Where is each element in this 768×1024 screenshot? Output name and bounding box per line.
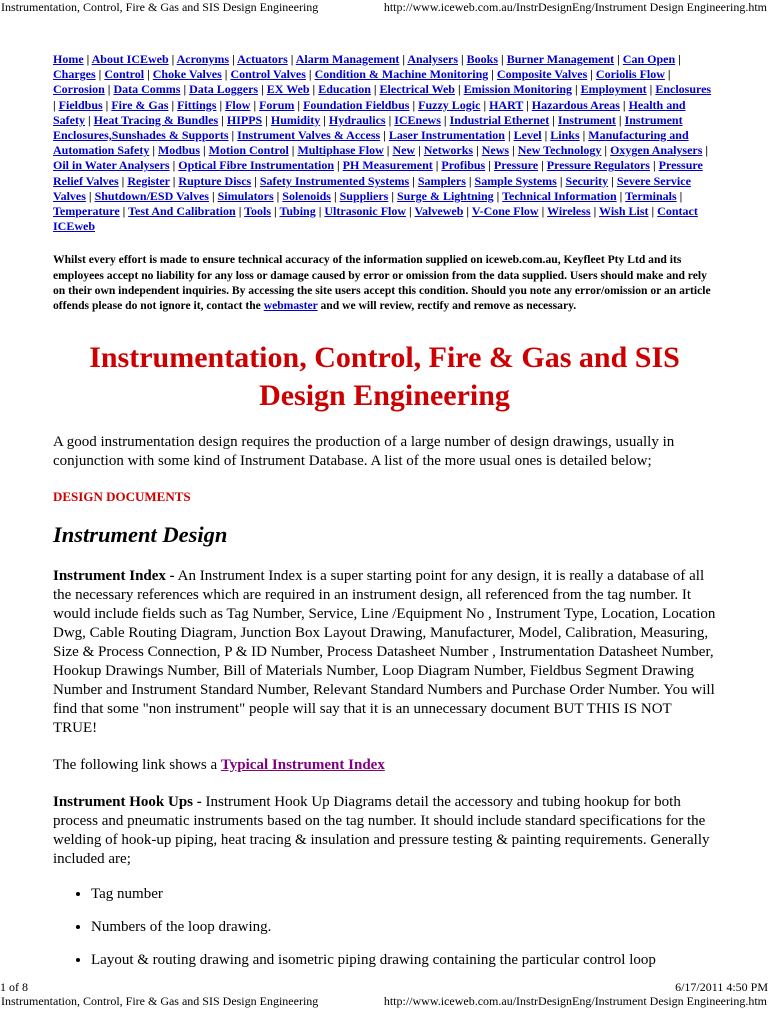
nav-link[interactable]: Oil in Water Analysers xyxy=(53,158,170,173)
nav-separator: | xyxy=(334,158,343,173)
print-footer xyxy=(0,994,768,1008)
nav-link[interactable]: Can Open xyxy=(622,52,676,66)
nav-separator: | xyxy=(409,97,419,112)
disclaimer xyxy=(53,252,716,313)
hookup-paragraph xyxy=(53,793,716,869)
nav-separator: | xyxy=(590,204,600,219)
nav-separator: | xyxy=(493,188,503,203)
nav-link[interactable]: Health and Safety xyxy=(53,97,686,127)
nav-link[interactable]: Tools xyxy=(244,204,272,219)
nav-link[interactable]: Sample Systems xyxy=(474,173,557,188)
instrument-index-paragraph xyxy=(53,567,716,738)
nav-separator: | xyxy=(587,67,596,82)
nav-separator: | xyxy=(675,52,681,66)
nav-separator: | xyxy=(572,82,581,97)
nav-link[interactable]: News xyxy=(481,143,510,158)
nav-separator: | xyxy=(463,204,472,219)
nav-separator: | xyxy=(454,82,464,97)
nav-link[interactable]: Fire & Gas xyxy=(111,97,169,112)
nav-separator: | xyxy=(85,112,94,127)
page-content xyxy=(53,52,716,984)
nav-link[interactable]: Security xyxy=(565,173,609,188)
nav-link[interactable]: New Technology xyxy=(517,143,602,158)
nav-separator: | xyxy=(473,143,482,158)
nav-link[interactable]: Instrument Valves & Access xyxy=(237,128,381,143)
nav-link[interactable]: Corrosion xyxy=(53,82,105,97)
nav-separator: | xyxy=(330,188,340,203)
nav-link[interactable]: Links xyxy=(550,128,580,143)
nav-separator: | xyxy=(440,112,450,127)
nav-link[interactable]: Wish List xyxy=(599,204,649,219)
nav-link[interactable]: Fittings xyxy=(177,97,217,112)
intro-paragraph: A good instrumentation design requires the production of a large number of design drawings, usually in conjunction with some kind of Instrument Database. A list of the more usual ones is detailed below; xyxy=(53,434,675,470)
nav-separator: | xyxy=(251,173,260,188)
nav-link[interactable]: Networks xyxy=(423,143,474,158)
nav-link[interactable]: Burner Management xyxy=(506,52,615,66)
nav-link[interactable]: Fuzzy Logic xyxy=(418,97,481,112)
instrument-index-text: An Instrument Index is a super starting point for any design, it is really a database of all the necessary references which are required in an instrument design, all referenced from the tag number. It would include fields such as Tag Number, Service, Line /Equipment No , Instrument Type, Location, Location Dwg, Cable Routing Diagram, Junction Box Layout Drawing, Manufacturer, Model, Calibration, Measuring, Size & Process Connection, P & ID Number, Process Datasheet Number , Instrumentation Datasheet Number, Hookup Drawings Number, Bill of Materials Number, Loop Diagram Number, Fieldbus Segment Drawing Number and Instrument Standard Number, Relevant Standard Numbers and Purchase Order Number. You will find that some "non instrument" people will say that it is an unnecessary document BUT THIS IS NOT TRUE! xyxy=(53,568,716,737)
nav-link[interactable]: EX Web xyxy=(266,82,310,97)
hookup-text: Instrument Hook Up Diagrams detail the accessory and tubing hookup for both process and pneumatic instruments based on the tag number. It should include standard specifications for the welding of hook-up piping, heat tracing & insulation and pressure testing & painting requirements. Generally included are; xyxy=(53,794,710,868)
typical-instrument-index-link[interactable]: Typical Instrument Index xyxy=(220,757,385,774)
nav-link[interactable]: Instrument Enclosures,Sunshades & Supports xyxy=(53,112,683,143)
nav-separator: | xyxy=(458,52,467,66)
nav-separator: | xyxy=(305,67,315,82)
nav-link[interactable]: Terminals xyxy=(625,188,677,203)
nav-link[interactable]: Coriolis Flow xyxy=(595,67,665,82)
page-number: 1 of 8 xyxy=(0,980,28,994)
nav-link[interactable]: Technical Information xyxy=(502,188,617,203)
nav-separator: | xyxy=(648,204,658,219)
nav-separator: | xyxy=(229,52,238,66)
nav-link[interactable]: HART xyxy=(489,97,524,112)
print-footer-page xyxy=(0,980,768,994)
nav-link[interactable]: About ICEweb xyxy=(91,52,169,66)
nav-separator: | xyxy=(288,143,298,158)
nav-link[interactable]: Hazardous Areas xyxy=(531,97,620,112)
nav-separator: | xyxy=(614,52,623,66)
list-item: • Numbers of the loop drawing. xyxy=(91,918,716,937)
nav-separator: | xyxy=(556,173,566,188)
nav-link[interactable]: Valveweb xyxy=(414,204,464,219)
nav-link[interactable]: Enclosures xyxy=(655,82,712,97)
nav-separator: | xyxy=(309,82,319,97)
nav-separator: | xyxy=(262,112,271,127)
nav-separator: | xyxy=(541,128,551,143)
nav-link[interactable]: Education xyxy=(318,82,371,97)
nav-link[interactable]: Register xyxy=(127,173,170,188)
nav-link[interactable]: HIPPS xyxy=(226,112,263,127)
nav-link[interactable]: Choke Valves xyxy=(152,67,222,82)
hookup-label: Instrument Hook Ups - xyxy=(53,794,202,811)
nav-separator: | xyxy=(216,97,226,112)
nav-link[interactable]: Surge & Lightning xyxy=(396,188,494,203)
nav-link[interactable]: Contact ICEweb xyxy=(53,204,698,234)
nav-link[interactable]: Employment xyxy=(580,82,647,97)
nav-link[interactable]: Simulators xyxy=(217,188,274,203)
nav-link[interactable]: Instrument xyxy=(557,112,616,127)
nav-link[interactable]: Pressure Relief Valves xyxy=(53,158,703,188)
nav-link[interactable]: ICEnews xyxy=(394,112,441,127)
section-heading: Instrument Design xyxy=(53,522,228,548)
nav-separator: | xyxy=(601,143,611,158)
nav-link[interactable]: Industrial Ethernet xyxy=(449,112,550,127)
nav-link[interactable]: Solenoids xyxy=(282,188,331,203)
instrument-index-label: Instrument Index - xyxy=(53,568,175,585)
section-label: DESIGN DOCUMENTS xyxy=(53,489,191,505)
nav-separator: | xyxy=(702,143,709,158)
nav-separator: | xyxy=(498,52,507,66)
nav-separator: | xyxy=(287,52,296,66)
typical-index-paragraph xyxy=(53,756,716,775)
nav-separator: | xyxy=(538,204,548,219)
nav-link[interactable]: Actuators xyxy=(237,52,288,66)
nav-separator: | xyxy=(383,143,393,158)
nav-link[interactable]: Oxygen Analysers xyxy=(610,143,703,158)
nav-link[interactable]: Analysers xyxy=(407,52,459,66)
nav-separator: | xyxy=(406,204,415,219)
nav-link[interactable]: Suppliers xyxy=(339,188,389,203)
nav-link[interactable]: New xyxy=(392,143,416,158)
nav-link[interactable]: Optical Fibre Instrumentation xyxy=(178,158,335,173)
disclaimer-text: Whilst every effort is made to ensure technical accuracy of the information supplied on iceweb.com.au, Keyfleet Pty Ltd and its employees accept no liability for any loss or damage caused by error or omission from the data supplied. Users should make and rely on their own independent inquiries. By accessing the site users accept this condition. Should you note any error/omission or an article offends please do not ignore it, contact the xyxy=(53,253,711,313)
nav-separator: | xyxy=(504,128,514,143)
nav-separator: | xyxy=(615,112,625,127)
print-header xyxy=(0,0,768,14)
nav-link[interactable]: Data Comms xyxy=(113,82,181,97)
nav-separator: | xyxy=(144,67,153,82)
nav-link[interactable]: Modbus xyxy=(157,143,201,158)
nav-link[interactable]: Tubing xyxy=(279,204,316,219)
nav-separator: | xyxy=(294,97,304,112)
nav-link[interactable]: Charges xyxy=(53,67,96,82)
nav-link[interactable]: Manufacturing and Automation Safety xyxy=(53,128,689,158)
nav-link[interactable]: PH Measurement xyxy=(342,158,433,173)
nav-separator: | xyxy=(646,82,656,97)
nav-separator: | xyxy=(235,204,245,219)
nav-link[interactable]: Data Loggers xyxy=(189,82,259,97)
nav-separator: | xyxy=(465,173,475,188)
nav-link[interactable]: Foundation Fieldbus xyxy=(303,97,410,112)
nav-separator: | xyxy=(388,188,397,203)
nav-separator: | xyxy=(168,97,178,112)
nav-link[interactable]: Fieldbus xyxy=(58,97,103,112)
nav-separator: | xyxy=(523,97,532,112)
nav-link[interactable]: Ultrasonic Flow xyxy=(324,204,407,219)
nav-separator: | xyxy=(480,97,490,112)
nav-link[interactable]: Laser Instrumentation xyxy=(388,128,505,143)
nav-separator: | xyxy=(370,82,380,97)
nav-separator: | xyxy=(380,128,389,143)
nav-separator: | xyxy=(168,52,177,66)
nav-separator: | xyxy=(385,112,395,127)
nav-separator: | xyxy=(320,112,329,127)
nav-link[interactable]: Multiphase Flow xyxy=(297,143,384,158)
page-title: Instrumentation, Control, Fire & Gas and SIS Design Engineering xyxy=(89,341,680,413)
nav-separator: | xyxy=(119,204,129,219)
nav-link[interactable]: Condition & Machine Monitoring xyxy=(314,67,489,82)
nav-link[interactable]: V-Cone Flow xyxy=(471,204,539,219)
nav-separator: | xyxy=(485,158,494,173)
nav-separator: | xyxy=(208,188,218,203)
webmaster-link[interactable]: webmaster xyxy=(263,299,318,313)
nav-separator: | xyxy=(676,188,683,203)
nav-separator: | xyxy=(649,158,659,173)
header-title: Instrumentation, Control, Fire & Gas and SIS Design Engineering xyxy=(1,0,319,14)
nav-separator: | xyxy=(488,67,497,82)
nav-separator: | xyxy=(271,204,280,219)
typical-index-text: The following link shows a xyxy=(53,757,221,774)
nav-link[interactable]: Pressure Regulators xyxy=(546,158,650,173)
nav-link[interactable]: Alarm Management xyxy=(295,52,400,66)
nav-separator: | xyxy=(538,158,547,173)
nav-separator: | xyxy=(83,52,92,66)
nav-separator: | xyxy=(619,97,629,112)
header-url: http://www.iceweb.com.au/InstrDesignEng/Instrument Design Engineering.htm xyxy=(383,0,767,14)
nav-separator: | xyxy=(180,82,190,97)
nav-separator: | xyxy=(53,97,59,112)
nav-link[interactable]: Hydraulics xyxy=(328,112,386,127)
nav-link[interactable]: Level xyxy=(513,128,542,143)
nav-separator: | xyxy=(200,143,209,158)
nav-separator: | xyxy=(95,67,105,82)
nav-links xyxy=(53,52,716,234)
nav-separator: | xyxy=(221,67,231,82)
nav-link[interactable]: Heat Tracing & Bundles xyxy=(93,112,219,127)
nav-separator: | xyxy=(258,82,267,97)
nav-separator: | xyxy=(169,173,179,188)
nav-separator: | xyxy=(118,173,128,188)
nav-separator: | xyxy=(250,97,260,112)
nav-link[interactable]: Control Valves xyxy=(230,67,306,82)
list-item: • Tag number xyxy=(91,885,716,904)
nav-separator: | xyxy=(315,204,325,219)
nav-link[interactable]: Control xyxy=(104,67,145,82)
nav-link[interactable]: Safety Instrumented Systems xyxy=(259,173,410,188)
nav-separator: | xyxy=(273,188,283,203)
nav-link[interactable]: Home xyxy=(53,52,84,66)
nav-separator: | xyxy=(549,112,558,127)
nav-link[interactable]: Books xyxy=(466,52,499,66)
footer-title: Instrumentation, Control, Fire & Gas and SIS Design Engineering xyxy=(1,994,319,1008)
nav-link[interactable]: Shutdown/ESD Valves xyxy=(94,188,209,203)
nav-link[interactable]: Composite Valves xyxy=(496,67,588,82)
nav-separator: | xyxy=(218,112,227,127)
nav-link[interactable]: Profibus xyxy=(441,158,486,173)
nav-separator: | xyxy=(85,188,95,203)
nav-separator: | xyxy=(228,128,238,143)
nav-link[interactable]: Temperature xyxy=(53,204,120,219)
footer-url: http://www.iceweb.com.au/InstrDesignEng/Instrument Design Engineering.htm xyxy=(383,994,767,1008)
nav-link[interactable]: Flow xyxy=(225,97,251,112)
nav-link[interactable]: Electrical Web xyxy=(379,82,455,97)
nav-separator: | xyxy=(149,143,158,158)
nav-separator: | xyxy=(579,128,589,143)
nav-link[interactable]: Pressure xyxy=(493,158,539,173)
nav-separator: | xyxy=(169,158,179,173)
nav-separator: | xyxy=(432,158,442,173)
nav-link[interactable]: Acronyms xyxy=(176,52,230,66)
nav-separator: | xyxy=(608,173,617,188)
nav-separator: | xyxy=(664,67,671,82)
print-datetime: 6/17/2011 4:50 PM xyxy=(675,980,768,994)
nav-separator: | xyxy=(415,143,424,158)
nav-separator: | xyxy=(102,97,112,112)
disclaimer-text-end: and we will review, rectify and remove as necessary. xyxy=(317,299,577,313)
nav-link[interactable]: Rupture Discs xyxy=(178,173,252,188)
nav-link[interactable]: Motion Control xyxy=(208,143,289,158)
nav-separator: | xyxy=(399,52,408,66)
nav-link[interactable]: Severe Service Valves xyxy=(53,173,691,203)
nav-link[interactable]: Samplers xyxy=(417,173,466,188)
nav-link[interactable]: Wireless xyxy=(547,204,591,219)
nav-link[interactable]: Test And Calibration xyxy=(128,204,236,219)
list-item: • Layout & routing drawing and isometric piping drawing containing the particular control loop xyxy=(91,951,716,970)
nav-separator: | xyxy=(616,188,626,203)
nav-separator: | xyxy=(409,173,418,188)
nav-separator: | xyxy=(509,143,518,158)
nav-separator: | xyxy=(104,82,114,97)
hookup-bullet-list xyxy=(53,885,716,970)
nav-link[interactable]: Humidity xyxy=(270,112,321,127)
nav-link[interactable]: Emission Monitoring xyxy=(463,82,572,97)
nav-link[interactable]: Forum xyxy=(259,97,295,112)
